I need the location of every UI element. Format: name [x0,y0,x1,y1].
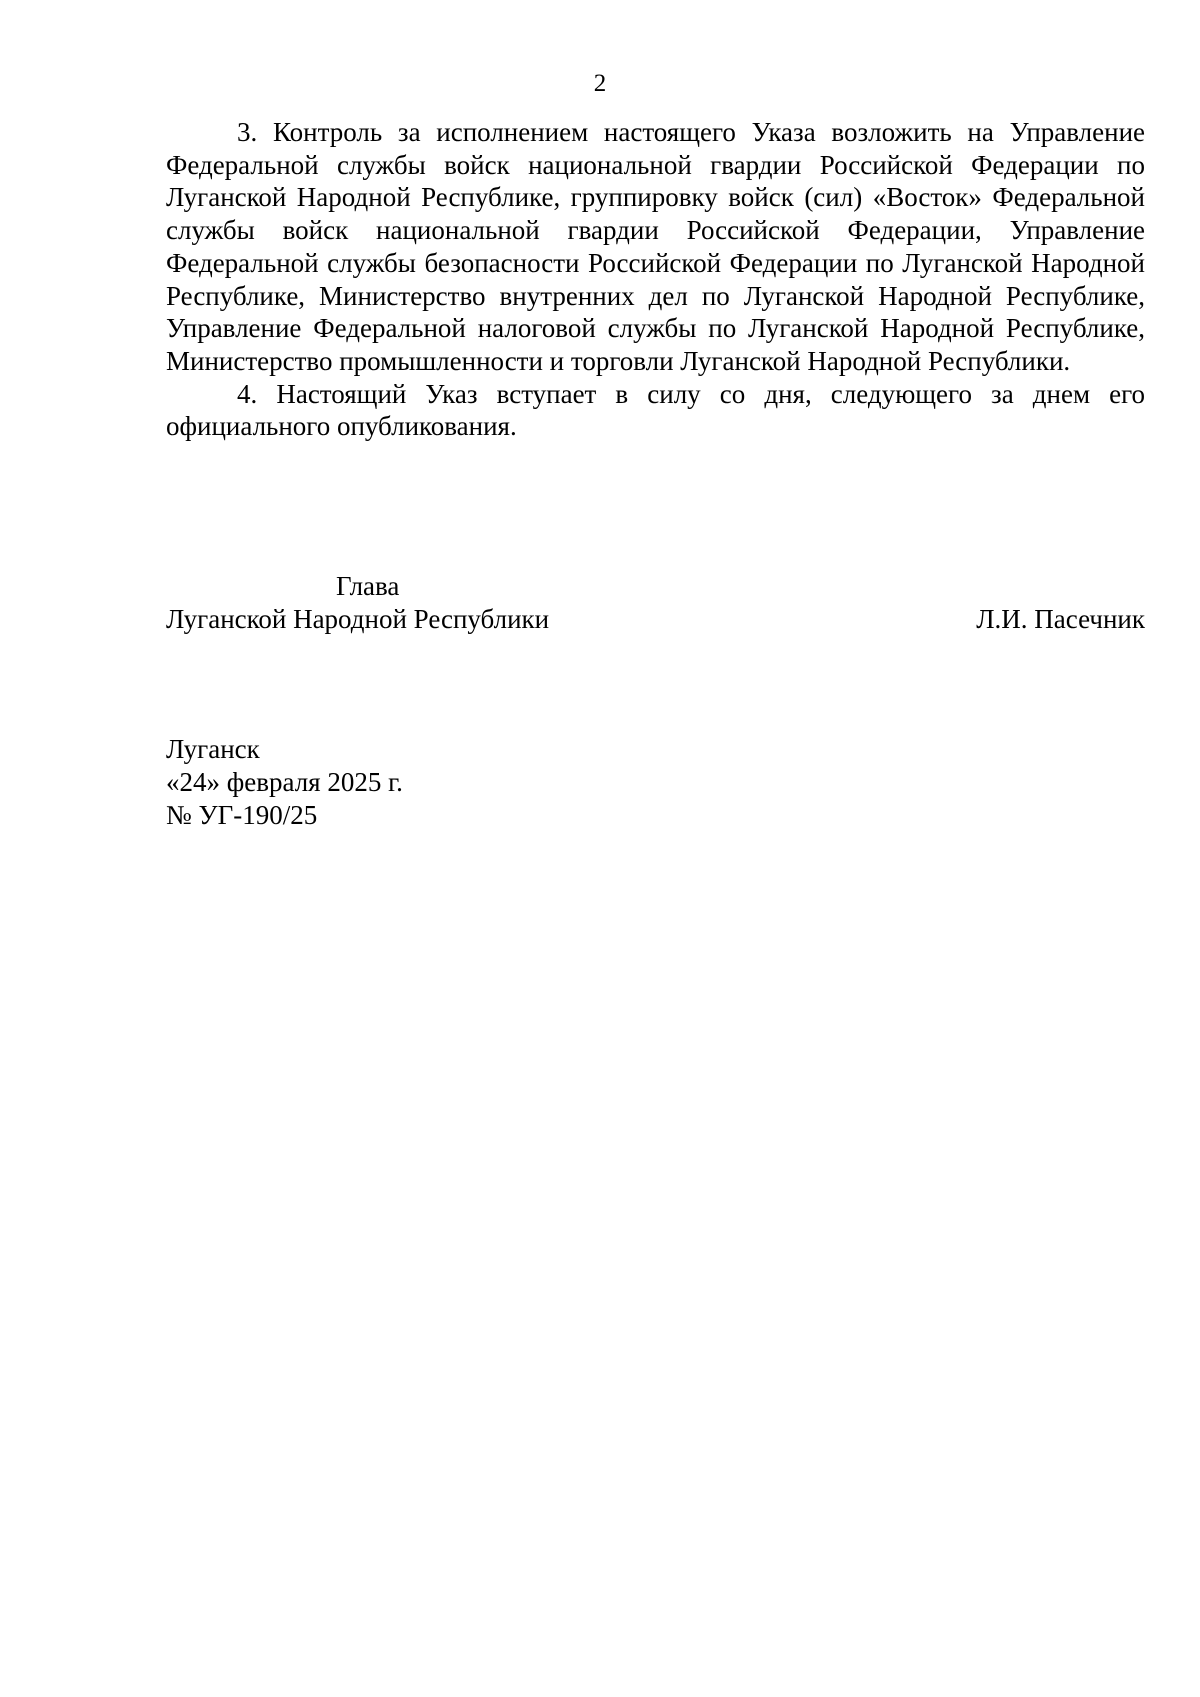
signatory-name: Л.И. Пасечник [976,604,1145,634]
signatory-title-line1: Глава [336,571,400,601]
signatory-title-line2: Луганской Народной Республики [166,604,550,634]
issue-date: «24» февраля 2025 г. [166,767,403,797]
paragraph-control: 3. Контроль за исполнением настоящего Указа возложить на Управление Федеральной службы войск национальной гвардии Российской Федерации по Луганской Народной Республике, группировку войск (сил) «Восток» Федеральной службы войск национальной гвардии Российской Федерации, Управление Федеральной службы безопасности Российской Федерации по Луганской Народной Республике, Министерство внутренних дел по Луганской Народной Республике, Управление Федеральной налоговой службы по Луганской Народной Республике, Министерство промышленности и торговли Луганской Народной Республики. [166,117,1145,376]
paragraph-effective-date: 4. Настоящий Указ вступает в силу со дня, следующего за днем его официального опубликования. [166,378,1145,442]
issue-details [166,733,403,832]
decree-body [166,116,1145,443]
issue-city: Луганск [166,734,260,764]
decree-number: № УГ-190/25 [166,800,318,830]
page-number: 2 [593,70,607,97]
